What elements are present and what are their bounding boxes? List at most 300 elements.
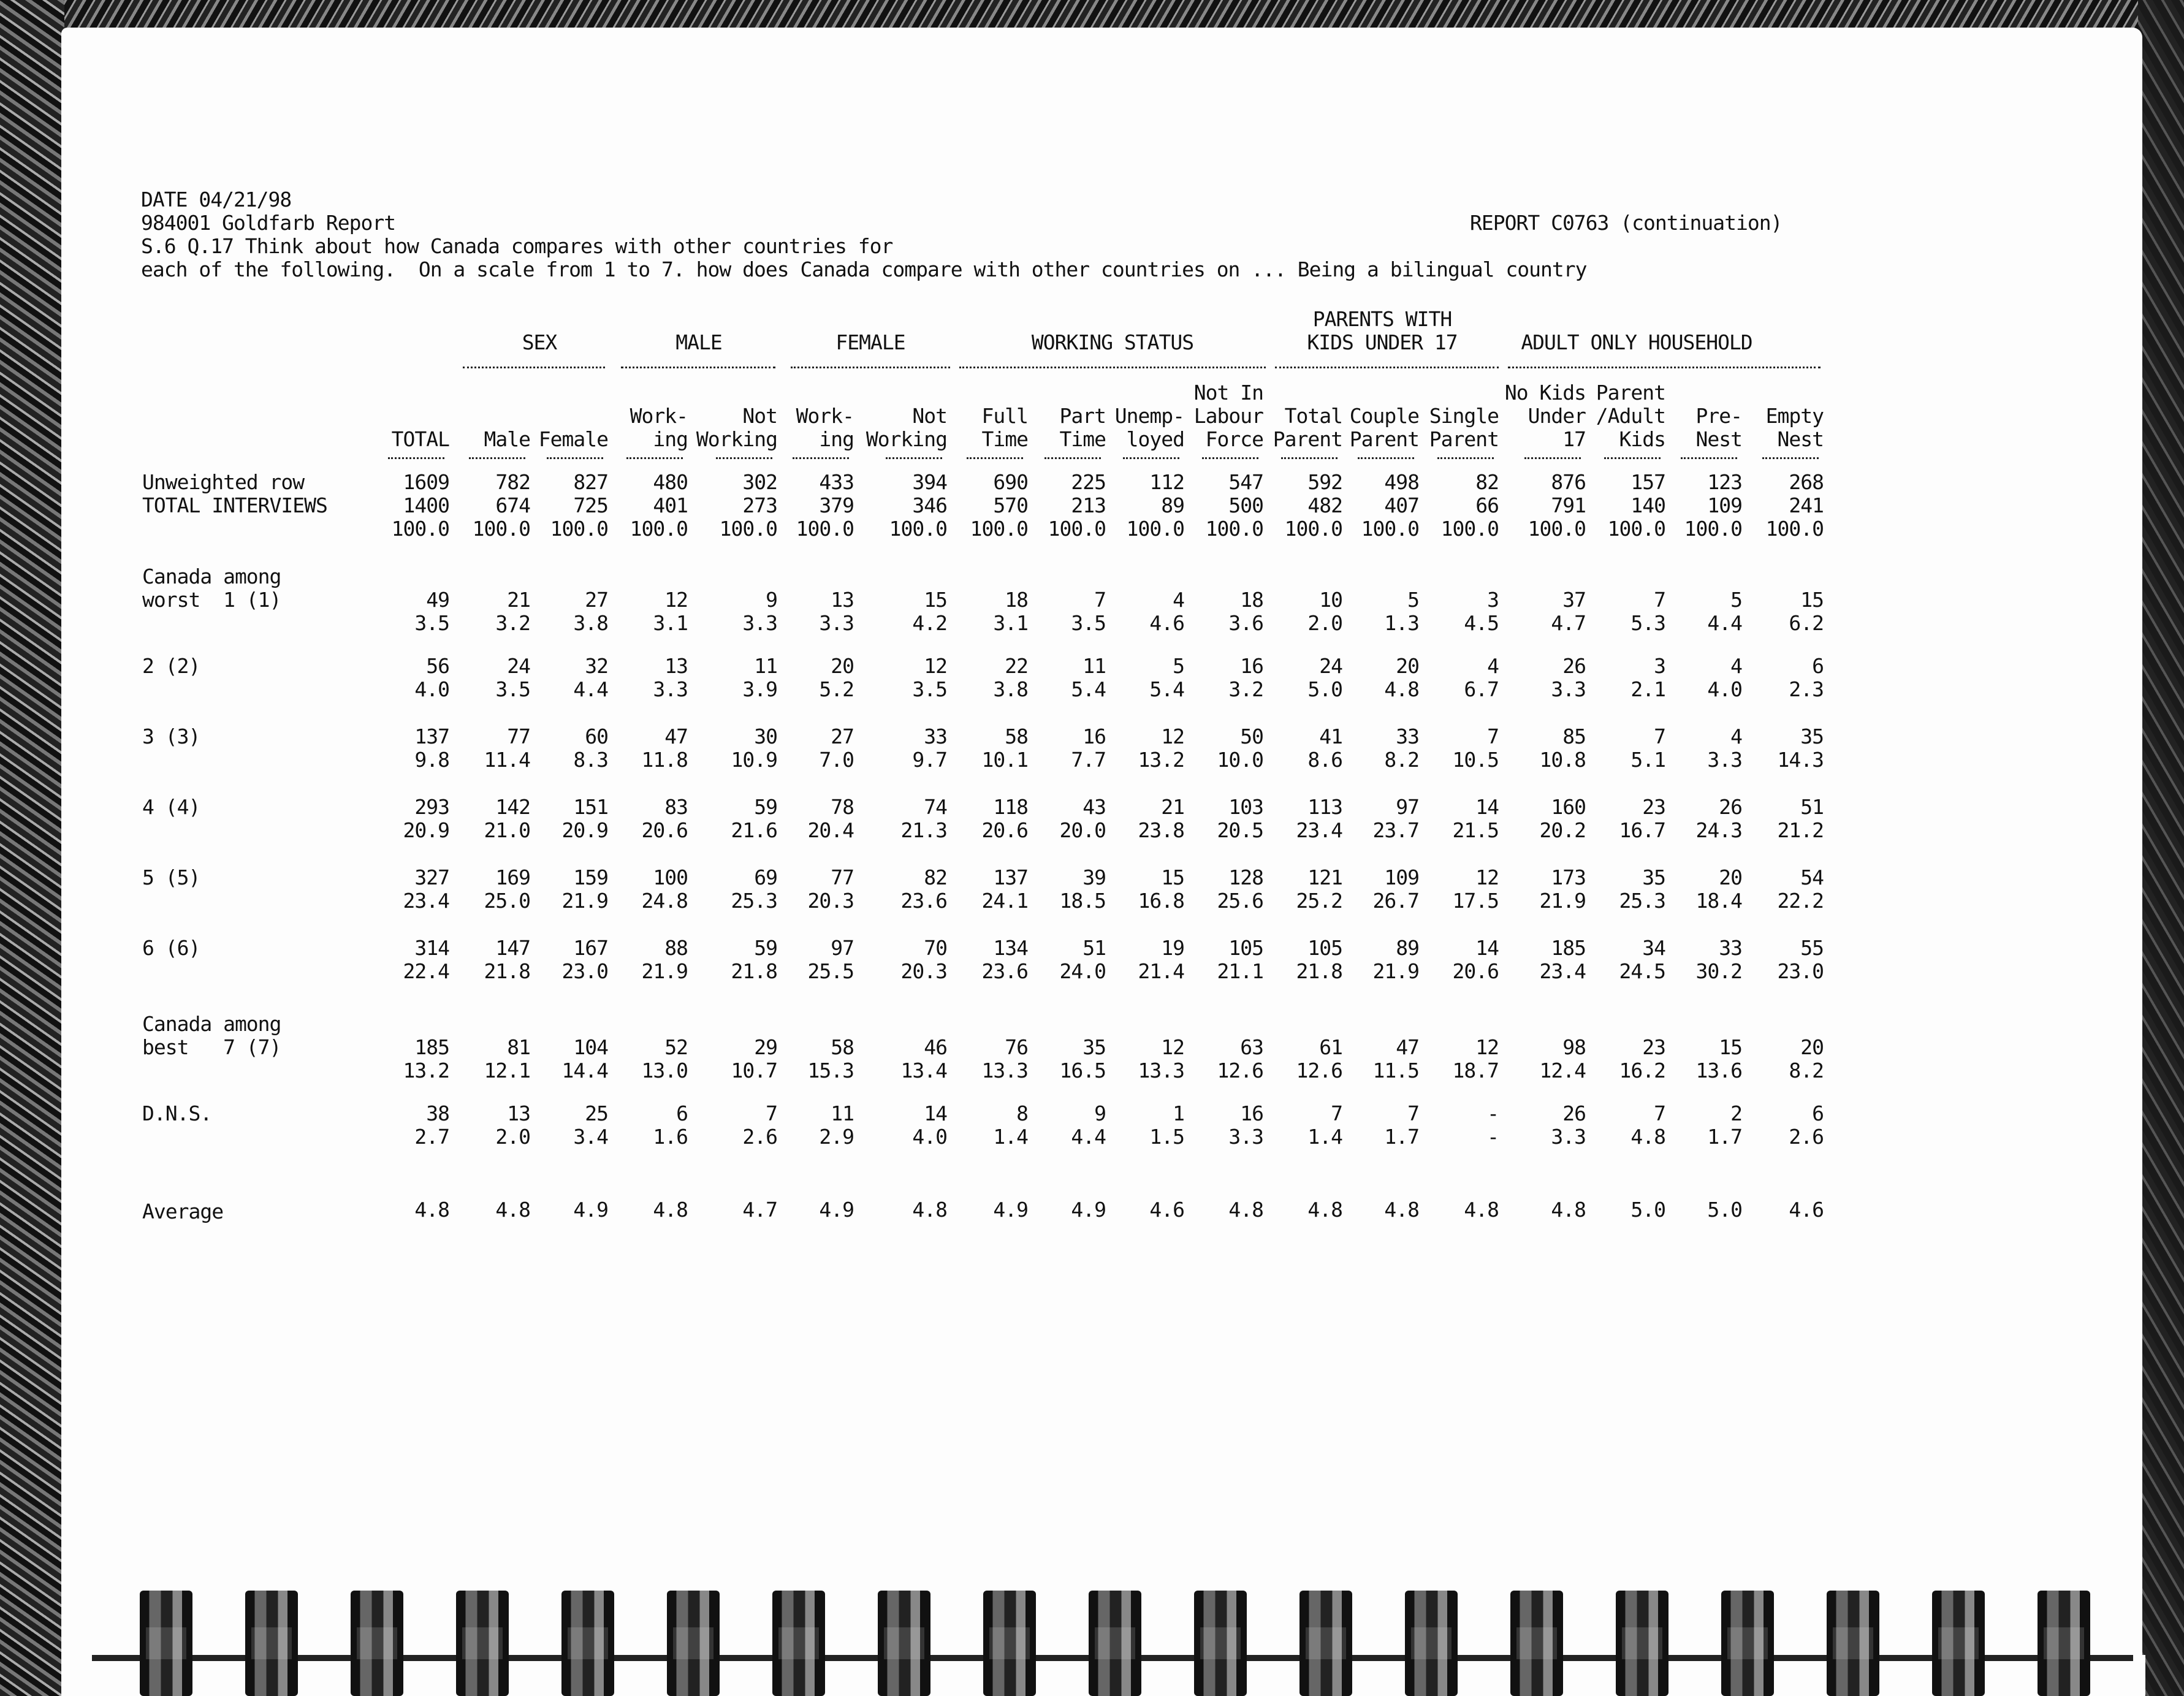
table-cell: 4.9 (819, 1198, 854, 1222)
table-cell: 15 (1719, 1035, 1742, 1059)
table-cell: 12.4 (1539, 1059, 1586, 1082)
divider-male (621, 367, 775, 368)
table-cell: 4 (1173, 588, 1184, 612)
table-cell: 4.4 (573, 677, 608, 701)
table-cell: 293 (414, 795, 449, 819)
row-label: Average (142, 1200, 224, 1223)
table-cell: 69 (754, 865, 777, 889)
table-cell: 20 (1396, 654, 1419, 678)
table-cell: 500 (1228, 493, 1263, 517)
table-cell: 1.3 (1384, 611, 1419, 635)
table-cell: 4.8 (1384, 1198, 1419, 1222)
binding-ring (2038, 1591, 2090, 1696)
table-cell: 213 (1071, 493, 1106, 517)
table-cell: 7 (1654, 724, 1665, 748)
table-cell: 100.0 (1284, 517, 1342, 541)
column-header: Not (912, 404, 947, 428)
table-cell: 98 (1562, 1035, 1586, 1059)
column-underline (1281, 457, 1337, 459)
table-cell: 8.2 (1384, 748, 1419, 772)
table-cell: 25 (585, 1101, 608, 1125)
table-cell: 100.0 (1684, 517, 1742, 541)
table-cell: 4.6 (1149, 1198, 1184, 1222)
column-underline (1044, 457, 1101, 459)
table-cell: 51 (1800, 795, 1824, 819)
table-cell: 1400 (403, 493, 449, 517)
table-cell: 24.1 (981, 889, 1028, 913)
column-header: Empty (1765, 404, 1824, 428)
binder-right-edge (2138, 0, 2184, 1696)
table-cell: 1.5 (1149, 1125, 1184, 1149)
table-cell: 12 (664, 588, 688, 612)
column-header: Work- (630, 404, 688, 428)
table-cell: 77 (507, 724, 530, 748)
table-cell: 18 (1005, 588, 1028, 612)
table-cell: 13 (831, 588, 854, 612)
column-header: Male (484, 427, 530, 451)
table-cell: 4 (1730, 654, 1742, 678)
table-cell: 59 (754, 936, 777, 960)
table-cell: 20.6 (1452, 959, 1499, 983)
table-cell: 4.8 (1551, 1198, 1586, 1222)
row-label: TOTAL INTERVIEWS (142, 493, 327, 517)
table-cell: 82 (924, 865, 947, 889)
column-header: Working (696, 427, 777, 451)
table-cell: 74 (924, 795, 947, 819)
table-cell: 105 (1228, 936, 1263, 960)
table-cell: 4.8 (495, 1198, 530, 1222)
table-cell: 35 (1642, 865, 1665, 889)
row-label: Unweighted row (142, 470, 305, 494)
table-cell: 4.0 (1707, 677, 1742, 701)
table-cell: 4.2 (912, 611, 947, 635)
table-cell: 100.0 (719, 517, 777, 541)
table-cell: 100.0 (1607, 517, 1665, 541)
binding-ring (1932, 1591, 1985, 1696)
table-cell: 18.7 (1452, 1059, 1499, 1082)
table-cell: 346 (912, 493, 947, 517)
table-cell: 5.3 (1630, 611, 1665, 635)
question-text-line1: S.6 Q.17 Think about how Canada compares with other countries for (141, 234, 893, 258)
table-cell: 134 (993, 936, 1028, 960)
table-cell: 100.0 (1528, 517, 1586, 541)
table-cell: 109 (1384, 865, 1419, 889)
table-cell: 100.0 (1048, 517, 1106, 541)
table-cell: 160 (1551, 795, 1586, 819)
table-cell: 21 (507, 588, 530, 612)
table-cell: 24 (1319, 654, 1342, 678)
table-cell: 4.8 (1464, 1198, 1499, 1222)
table-cell: 6 (1812, 654, 1824, 678)
column-header: Total (1284, 404, 1342, 428)
column-header: loyed (1126, 427, 1184, 451)
table-cell: 167 (573, 936, 608, 960)
table-cell: 151 (573, 795, 608, 819)
table-cell: 12.6 (1296, 1059, 1342, 1082)
table-cell: 37 (1562, 588, 1586, 612)
table-cell: 26 (1719, 795, 1742, 819)
table-cell: - (1487, 1125, 1499, 1149)
table-cell: 674 (495, 493, 530, 517)
table-cell: 97 (831, 936, 854, 960)
column-underline (469, 457, 525, 459)
table-cell: 27 (831, 724, 854, 748)
table-cell: 1.7 (1384, 1125, 1419, 1149)
table-cell: 3.2 (495, 611, 530, 635)
column-header: Not (742, 404, 777, 428)
table-cell: 9.8 (414, 748, 449, 772)
table-cell: 100.0 (1765, 517, 1824, 541)
table-cell: 4.8 (653, 1198, 688, 1222)
binding-ring (245, 1591, 298, 1696)
table-cell: 16 (1240, 654, 1263, 678)
table-cell: 225 (1071, 470, 1106, 494)
table-cell: 3.2 (1228, 677, 1263, 701)
table-cell: 12 (1475, 865, 1499, 889)
table-cell: 32 (585, 654, 608, 678)
table-cell: 100.0 (1361, 517, 1419, 541)
table-cell: 29 (754, 1035, 777, 1059)
table-cell: - (1487, 1101, 1499, 1125)
table-cell: 24 (507, 654, 530, 678)
table-cell: 1.4 (1307, 1125, 1342, 1149)
table-cell: 4.5 (1464, 611, 1499, 635)
column-header: Female (538, 427, 608, 451)
table-cell: 21.1 (1217, 959, 1263, 983)
table-cell: 100 (653, 865, 688, 889)
column-underline (1681, 457, 1737, 459)
table-cell: 39 (1082, 865, 1106, 889)
table-cell: 12.1 (484, 1059, 530, 1082)
column-header: Couple (1349, 404, 1419, 428)
table-cell: 21.8 (731, 959, 777, 983)
column-header: ing (653, 427, 688, 451)
column-header: Nest (1777, 427, 1824, 451)
table-cell: 43 (1082, 795, 1106, 819)
table-cell: 19 (1161, 936, 1184, 960)
column-underline (793, 457, 849, 459)
table-cell: 2 (1730, 1101, 1742, 1125)
table-cell: 63 (1240, 1035, 1263, 1059)
table-cell: 394 (912, 470, 947, 494)
column-underline (716, 457, 772, 459)
table-cell: 3.4 (573, 1125, 608, 1149)
binding-ring (140, 1591, 192, 1696)
column-header: Time (1059, 427, 1106, 451)
column-header: Kids (1619, 427, 1665, 451)
table-cell: 3.5 (912, 677, 947, 701)
table-cell: 876 (1551, 470, 1586, 494)
column-underline (967, 457, 1023, 459)
table-cell: 89 (1396, 936, 1419, 960)
table-cell: 10.9 (731, 748, 777, 772)
table-cell: 7 (1094, 588, 1106, 612)
table-cell: 12 (1161, 1035, 1184, 1059)
row-label: 2 (2) (142, 654, 200, 678)
table-cell: 4.8 (1630, 1125, 1665, 1149)
table-cell: 16.2 (1619, 1059, 1665, 1082)
group-sex: SEX (522, 330, 557, 354)
table-cell: 16.8 (1138, 889, 1184, 913)
table-cell: 56 (426, 654, 449, 678)
table-cell: 23.8 (1138, 818, 1184, 842)
table-cell: 25.3 (731, 889, 777, 913)
table-cell: 11 (754, 654, 777, 678)
row-label: 4 (4) (142, 795, 200, 819)
table-cell: 21.9 (561, 889, 608, 913)
column-underline (626, 457, 683, 459)
column-header: Force (1205, 427, 1263, 451)
table-cell: 3.8 (993, 677, 1028, 701)
binder-left-edge (0, 0, 64, 1696)
table-cell: 21.6 (731, 818, 777, 842)
table-cell: 3 (1487, 588, 1499, 612)
table-cell: 13.2 (1138, 748, 1184, 772)
table-cell: 10 (1319, 588, 1342, 612)
table-cell: 100.0 (391, 517, 449, 541)
table-cell: 2.1 (1630, 677, 1665, 701)
divider-female (791, 367, 950, 368)
table-cell: 20.9 (561, 818, 608, 842)
table-cell: 16.7 (1619, 818, 1665, 842)
column-header: Pre- (1695, 404, 1742, 428)
table-cell: 118 (993, 795, 1028, 819)
column-header: Unemp- (1114, 404, 1184, 428)
divider-sex (463, 367, 605, 368)
table-cell: 273 (742, 493, 777, 517)
table-cell: 547 (1228, 470, 1263, 494)
table-cell: 11.5 (1372, 1059, 1419, 1082)
table-cell: 4.4 (1071, 1125, 1106, 1149)
binding-ring (772, 1591, 825, 1696)
binding-ring (351, 1591, 403, 1696)
table-cell: 11.8 (641, 748, 688, 772)
table-cell: 21.9 (1372, 959, 1419, 983)
table-cell: 82 (1475, 470, 1499, 494)
table-cell: 5.4 (1149, 677, 1184, 701)
table-cell: 70 (924, 936, 947, 960)
column-header: Parent (1596, 381, 1665, 405)
table-cell: 25.5 (807, 959, 854, 983)
table-cell: 51 (1082, 936, 1106, 960)
table-cell: 5.2 (819, 677, 854, 701)
table-cell: 13.3 (981, 1059, 1028, 1082)
divider-working-status (959, 367, 1266, 368)
table-cell: 314 (414, 936, 449, 960)
question-text-line2: each of the following. On a scale from 1 to 7. how does Canada compare with other countries on ... Being a bilingual country (141, 257, 1587, 281)
column-underline (1202, 457, 1258, 459)
column-header: Parent (1349, 427, 1419, 451)
table-cell: 407 (1384, 493, 1419, 517)
table-cell: 3.5 (495, 677, 530, 701)
table-cell: 3.3 (653, 677, 688, 701)
table-cell: 13.3 (1138, 1059, 1184, 1082)
table-cell: 60 (585, 724, 608, 748)
table-cell: 26 (1562, 654, 1586, 678)
row-label: 6 (6) (142, 936, 200, 960)
table-cell: 33 (1719, 936, 1742, 960)
table-cell: 5.0 (1307, 677, 1342, 701)
table-cell: 241 (1789, 493, 1824, 517)
table-cell: 14.3 (1777, 748, 1824, 772)
table-cell: 25.2 (1296, 889, 1342, 913)
report-header (141, 188, 1586, 281)
table-cell: 24.0 (1059, 959, 1106, 983)
column-header: Nest (1695, 427, 1742, 451)
table-cell: 18.5 (1059, 889, 1106, 913)
table-cell: 100.0 (889, 517, 947, 541)
group-parents-line1: PARENTS WITH (1312, 307, 1452, 331)
binding-ring (456, 1591, 509, 1696)
table-cell: 23.0 (561, 959, 608, 983)
table-cell: 23.4 (1296, 818, 1342, 842)
table-cell: 59 (754, 795, 777, 819)
table-cell: 592 (1307, 470, 1342, 494)
table-cell: 8.2 (1789, 1059, 1824, 1082)
table-cell: 3.3 (1551, 1125, 1586, 1149)
column-header: Working (866, 427, 947, 451)
table-cell: 15 (1800, 588, 1824, 612)
table-cell: 121 (1307, 865, 1342, 889)
table-cell: 50 (1240, 724, 1263, 748)
table-cell: 13.4 (900, 1059, 947, 1082)
table-cell: 3.5 (1071, 611, 1106, 635)
table-cell: 14 (924, 1101, 947, 1125)
table-cell: 4.8 (1384, 677, 1419, 701)
column-header: Single (1429, 404, 1499, 428)
table-cell: 6.7 (1464, 677, 1499, 701)
group-female: FEMALE (835, 330, 905, 354)
table-cell: 128 (1228, 865, 1263, 889)
column-header: Work- (796, 404, 854, 428)
table-cell: 20.5 (1217, 818, 1263, 842)
table-cell: 88 (664, 936, 688, 960)
table-cell: 20.6 (641, 818, 688, 842)
table-cell: 5.1 (1630, 748, 1665, 772)
table-cell: 142 (495, 795, 530, 819)
table-cell: 81 (507, 1035, 530, 1059)
table-cell: 401 (653, 493, 688, 517)
table-cell: 20.3 (807, 889, 854, 913)
table-cell: 7 (766, 1101, 777, 1125)
table-cell: 83 (664, 795, 688, 819)
table-cell: 123 (1707, 470, 1742, 494)
table-cell: 14 (1475, 795, 1499, 819)
table-cell: 4.0 (912, 1125, 947, 1149)
table-cell: 25.0 (484, 889, 530, 913)
table-cell: 13.0 (641, 1059, 688, 1082)
table-cell: 55 (1800, 936, 1824, 960)
table-cell: 12 (1161, 724, 1184, 748)
table-cell: 725 (573, 493, 608, 517)
table-cell: 690 (993, 470, 1028, 494)
table-cell: 100.0 (970, 517, 1028, 541)
column-underline (1524, 457, 1581, 459)
row-label: D.N.S. (142, 1101, 212, 1125)
table-cell: 47 (664, 724, 688, 748)
table-cell: 791 (1551, 493, 1586, 517)
table-cell: 112 (1149, 470, 1184, 494)
table-cell: 480 (653, 470, 688, 494)
table-cell: 12 (924, 654, 947, 678)
table-cell: 3.3 (819, 611, 854, 635)
table-cell: 6.2 (1789, 611, 1824, 635)
table-cell: 7 (1654, 1101, 1665, 1125)
table-cell: 12.6 (1217, 1059, 1263, 1082)
column-header: Not In (1193, 381, 1263, 405)
row-label: Canada among (142, 565, 281, 588)
table-cell: 327 (414, 865, 449, 889)
column-header: Parent (1429, 427, 1499, 451)
table-cell: 4.8 (414, 1198, 449, 1222)
binding-ring (561, 1591, 614, 1696)
table-cell: 5 (1730, 588, 1742, 612)
table-cell: 11 (1082, 654, 1106, 678)
table-cell: 13 (507, 1101, 530, 1125)
table-cell: 21.0 (484, 818, 530, 842)
table-cell: 8.6 (1307, 748, 1342, 772)
table-cell: 3.6 (1228, 611, 1263, 635)
table-cell: 66 (1475, 493, 1499, 517)
table-cell: 8.3 (573, 748, 608, 772)
binding-ring (983, 1591, 1036, 1696)
column-underline (1437, 457, 1494, 459)
binding-ring (1510, 1591, 1563, 1696)
column-header: Parent (1273, 427, 1342, 451)
table-cell: 9 (1094, 1101, 1106, 1125)
table-cell: 20.6 (981, 818, 1028, 842)
table-cell: 21.8 (484, 959, 530, 983)
table-cell: 10.8 (1539, 748, 1586, 772)
group-parents-line2: KIDS UNDER 17 (1307, 330, 1458, 354)
table-cell: 14.4 (561, 1059, 608, 1082)
table-cell: 21.5 (1452, 818, 1499, 842)
table-cell: 2.0 (495, 1125, 530, 1149)
table-cell: 104 (573, 1035, 608, 1059)
table-cell: 15.3 (807, 1059, 854, 1082)
table-cell: 4.8 (912, 1198, 947, 1222)
table-cell: 26 (1562, 1101, 1586, 1125)
table-cell: 58 (831, 1035, 854, 1059)
table-cell: 23.7 (1372, 818, 1419, 842)
table-cell: 827 (573, 470, 608, 494)
column-header: Labour (1193, 404, 1263, 428)
column-header: Under (1528, 404, 1586, 428)
column-header: /Adult (1596, 404, 1665, 428)
table-cell: 22 (1005, 654, 1028, 678)
table-cell: 3.3 (1228, 1125, 1263, 1149)
table-cell: 16 (1082, 724, 1106, 748)
table-cell: 8 (1016, 1101, 1028, 1125)
binding-ring (1089, 1591, 1141, 1696)
group-adult-only-household: ADULT ONLY HOUSEHOLD (1521, 330, 1752, 354)
table-cell: 3.1 (653, 611, 688, 635)
binding-ring (667, 1591, 720, 1696)
table-cell: 3.1 (993, 611, 1028, 635)
table-cell: 5.4 (1071, 677, 1106, 701)
table-cell: 21.2 (1777, 818, 1824, 842)
column-header: TOTAL (391, 427, 449, 451)
table-cell: 169 (495, 865, 530, 889)
row-label: best 7 (7) (142, 1035, 281, 1059)
table-cell: 23.6 (981, 959, 1028, 983)
row-label: 3 (3) (142, 724, 200, 748)
table-cell: 49 (426, 588, 449, 612)
column-header: ing (819, 427, 854, 451)
table-cell: 100.0 (1126, 517, 1184, 541)
table-cell: 3.5 (414, 611, 449, 635)
row-label: Canada among (142, 1012, 281, 1036)
